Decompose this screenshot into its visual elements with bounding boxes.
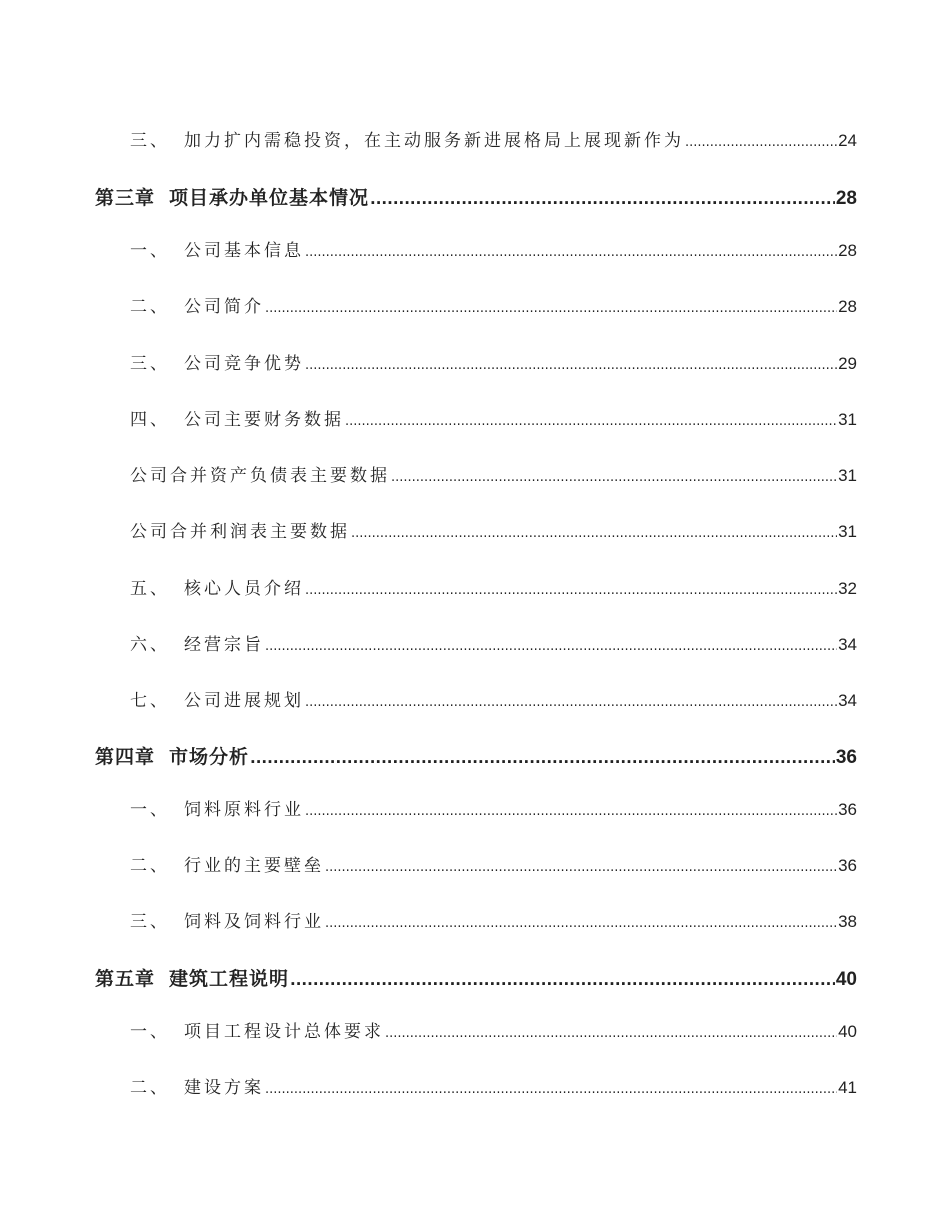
subsection-title: 公司合并利润表主要数据 [130, 522, 350, 542]
toc-entry-section[interactable] [130, 574, 857, 599]
section-number: 六、 [130, 635, 170, 655]
toc-entry-section[interactable] [130, 1017, 857, 1042]
page-number: 40 [838, 1022, 857, 1041]
section-number: 一、 [130, 241, 170, 261]
dot-leader [685, 135, 837, 150]
toc-entry-section[interactable] [130, 126, 857, 151]
section-title: 建设方案 [184, 1078, 264, 1098]
section-number: 二、 [130, 856, 170, 876]
section-title: 公司主要财务数据 [184, 410, 344, 430]
toc-entry-section[interactable] [130, 349, 857, 374]
dot-leader [290, 971, 835, 989]
section-number: 一、 [130, 1022, 170, 1042]
toc-entry-section[interactable] [130, 686, 857, 711]
section-number: 五、 [130, 579, 170, 599]
toc-entry-chapter[interactable] [95, 964, 857, 991]
toc-entry-section[interactable] [130, 851, 857, 876]
section-title: 加力扩内需稳投资，在主动服务新进展格局上展现新作为 [184, 131, 684, 151]
section-number: 三、 [130, 912, 170, 932]
dot-leader [265, 301, 837, 316]
chapter-number: 第四章 [95, 746, 156, 768]
dot-leader [265, 639, 837, 654]
page-number: 24 [838, 131, 857, 150]
dot-leader [305, 245, 837, 260]
chapter-number: 第三章 [95, 187, 156, 209]
toc-entry-section[interactable] [130, 630, 857, 655]
section-number: 二、 [130, 297, 170, 317]
chapter-number: 第五章 [95, 968, 156, 990]
dot-leader [391, 470, 837, 485]
chapter-title: 建筑工程说明 [169, 968, 290, 990]
dot-leader [345, 414, 837, 429]
section-number: 三、 [130, 131, 170, 151]
subsection-title: 公司合并资产负债表主要数据 [130, 466, 390, 486]
page-number: 29 [838, 354, 857, 373]
page-number: 31 [838, 410, 857, 429]
section-number: 三、 [130, 354, 170, 374]
toc-entry-section[interactable] [130, 405, 857, 430]
page-number: 28 [835, 188, 857, 209]
section-title: 公司基本信息 [184, 241, 304, 261]
toc-entry-section[interactable] [130, 236, 857, 261]
toc-entry-chapter[interactable] [95, 742, 857, 769]
chapter-title: 市场分析 [169, 746, 250, 768]
page-number: 28 [838, 241, 857, 260]
page-number: 36 [838, 856, 857, 875]
dot-leader [305, 583, 837, 598]
section-title: 核心人员介绍 [184, 579, 304, 599]
dot-leader [325, 916, 837, 931]
page-number: 41 [838, 1078, 857, 1097]
dot-leader [351, 526, 837, 541]
section-number: 一、 [130, 800, 170, 820]
section-number: 四、 [130, 410, 170, 430]
section-title: 公司简介 [184, 297, 264, 317]
section-title: 公司进展规划 [184, 691, 304, 711]
dot-leader [305, 804, 837, 819]
section-number: 二、 [130, 1078, 170, 1098]
page-number: 34 [838, 691, 857, 710]
toc-entry-subsection[interactable] [130, 517, 857, 542]
chapter-title: 项目承办单位基本情况 [169, 187, 370, 209]
page-number: 36 [838, 800, 857, 819]
section-title: 经营宗旨 [184, 635, 264, 655]
page-number: 40 [835, 969, 857, 990]
toc-entry-chapter[interactable] [95, 183, 857, 210]
dot-leader [305, 358, 837, 373]
toc-entry-subsection[interactable] [130, 461, 857, 486]
toc-entry-section[interactable] [130, 292, 857, 317]
dot-leader [265, 1082, 837, 1097]
section-title: 行业的主要壁垒 [184, 856, 324, 876]
section-title: 公司竞争优势 [184, 354, 304, 374]
toc-entry-section[interactable] [130, 907, 857, 932]
page-number: 31 [838, 522, 857, 541]
page-number: 31 [838, 466, 857, 485]
section-title: 项目工程设计总体要求 [184, 1022, 384, 1042]
toc-entry-section[interactable] [130, 795, 857, 820]
section-title: 饲料及饲料行业 [184, 912, 324, 932]
page-number: 28 [838, 297, 857, 316]
dot-leader [385, 1026, 837, 1041]
dot-leader [370, 190, 835, 208]
section-title: 饲料原料行业 [184, 800, 304, 820]
page-number: 36 [835, 747, 857, 768]
dot-leader [250, 749, 835, 767]
toc-entry-section[interactable] [130, 1073, 857, 1098]
page-number: 34 [838, 635, 857, 654]
dot-leader [325, 860, 837, 875]
section-number: 七、 [130, 691, 170, 711]
dot-leader [305, 695, 837, 710]
page-number: 38 [838, 912, 857, 931]
page-number: 32 [838, 579, 857, 598]
